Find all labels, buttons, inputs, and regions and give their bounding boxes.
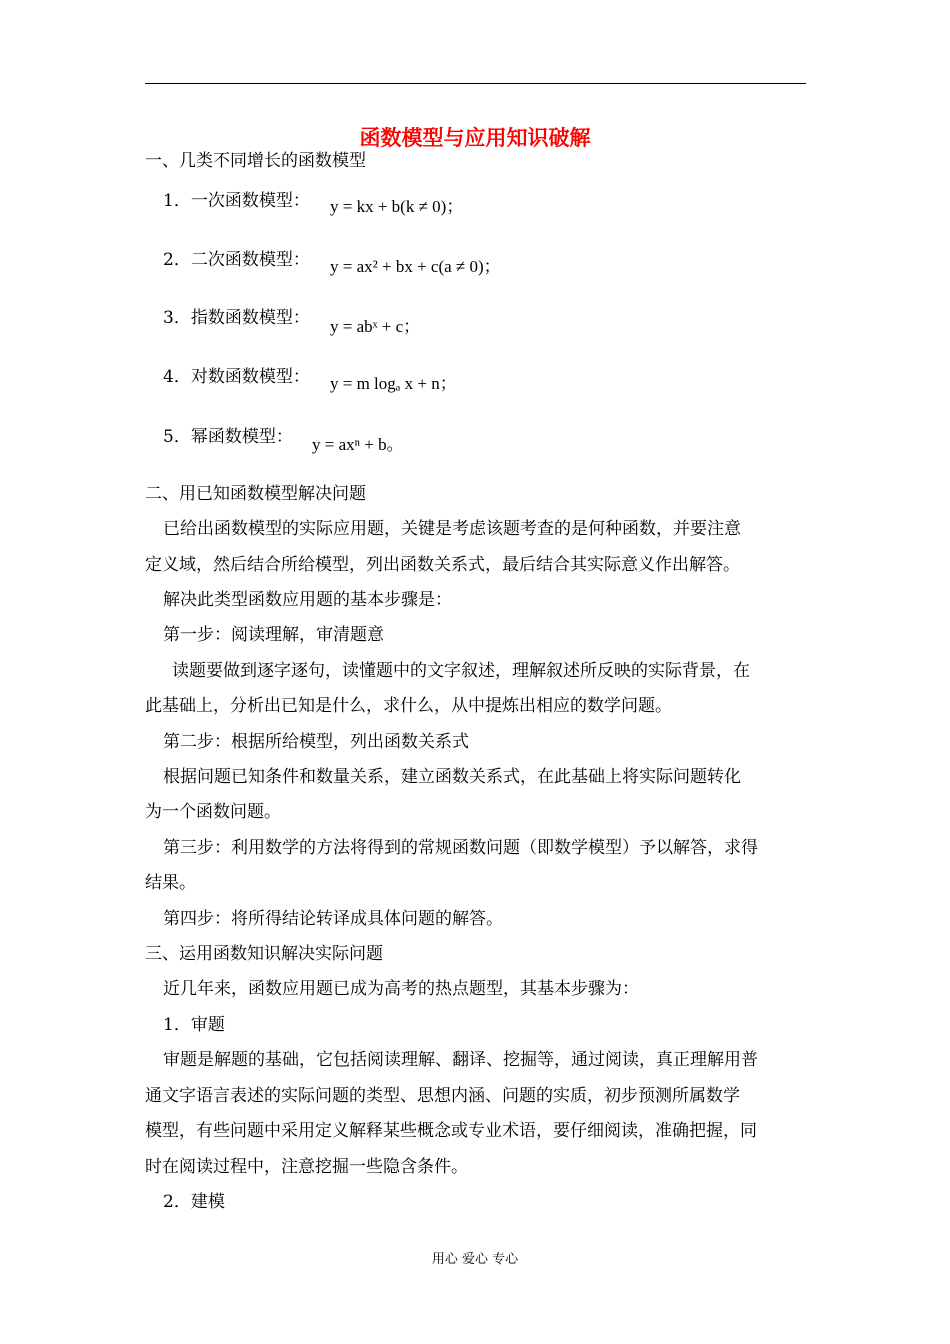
model-5-label: 5．幂函数模型： [163,427,293,447]
section-2-para-1-line-1: 已给出函数模型的实际应用题，关键是考虑该题考查的是何种函数，并要注意 [163,519,741,539]
step-3-line-2: 结果。 [145,873,196,893]
step-3-line-1: 第三步：利用数学的方法将得到的常规函数问题（即数学模型）予以解答，求得 [163,838,758,858]
section-3-item-1-line-2: 通文字语言表述的实际问题的类型、思想内涵、问题的实质，初步预测所属数学 [145,1086,740,1106]
header-rule [145,83,806,84]
section-2-heading: 二、用已知函数模型解决问题 [145,484,366,504]
step-2-line-2: 为一个函数问题。 [145,802,281,822]
section-2-para-1-line-2: 定义域，然后结合所给模型，列出函数关系式，最后结合其实际意义作出解答。 [145,555,740,575]
model-4-formula: y = m logₐ x + n； [330,374,457,393]
section-1-heading: 一、几类不同增长的函数模型 [145,151,366,171]
section-3-item-1-line-3: 模型，有些问题中采用定义解释某些概念或专业术语，要仔细阅读，准确把握，同 [145,1121,757,1141]
model-2-label: 2．二次函数模型： [163,250,310,270]
model-2-formula: y = ax² + bx + c(a ≠ 0)； [330,257,501,276]
section-3-item-1-heading: 1．审题 [163,1015,225,1035]
section-3-item-1-line-1: 审题是解题的基础，它包括阅读理解、翻译、挖掘等，通过阅读，真正理解用普 [163,1050,758,1070]
model-1-formula: y = kx + b(k ≠ 0)； [330,197,464,216]
section-3-heading: 三、运用函数知识解决实际问题 [145,944,383,964]
step-1-line-1: 读题要做到逐字逐句，读懂题中的文字叙述，理解叙述所反映的实际背景，在 [172,661,750,681]
model-4-label: 4．对数函数模型： [163,367,310,387]
section-3-item-1-line-4: 时在阅读过程中，注意挖掘一些隐含条件。 [145,1157,468,1177]
section-2-para-2: 解决此类型函数应用题的基本步骤是： [163,590,452,610]
step-2-heading: 第二步：根据所给模型，列出函数关系式 [163,732,469,752]
step-1-line-2: 此基础上，分析出已知是什么，求什么，从中提炼出相应的数学问题。 [145,696,672,716]
section-3-para-1: 近几年来，函数应用题已成为高考的热点题型，其基本步骤为： [163,979,639,999]
step-1-heading: 第一步：阅读理解，审清题意 [163,625,384,645]
section-3-item-2-heading: 2．建模 [163,1192,225,1212]
model-1-label: 1．一次函数模型： [163,191,310,211]
page-title: 函数模型与应用知识破解 [359,125,591,150]
step-2-line-1: 根据问题已知条件和数量关系，建立函数关系式，在此基础上将实际问题转化 [163,767,741,787]
model-3-label: 3．指数函数模型： [163,308,310,328]
model-5-formula: y = axⁿ + b。 [312,435,404,454]
page-footer: 用心 爱心 专心 [431,1252,519,1267]
step-4: 第四步：将所得结论转译成具体问题的解答。 [163,909,503,929]
model-3-formula: y = abˣ + c； [330,317,421,336]
